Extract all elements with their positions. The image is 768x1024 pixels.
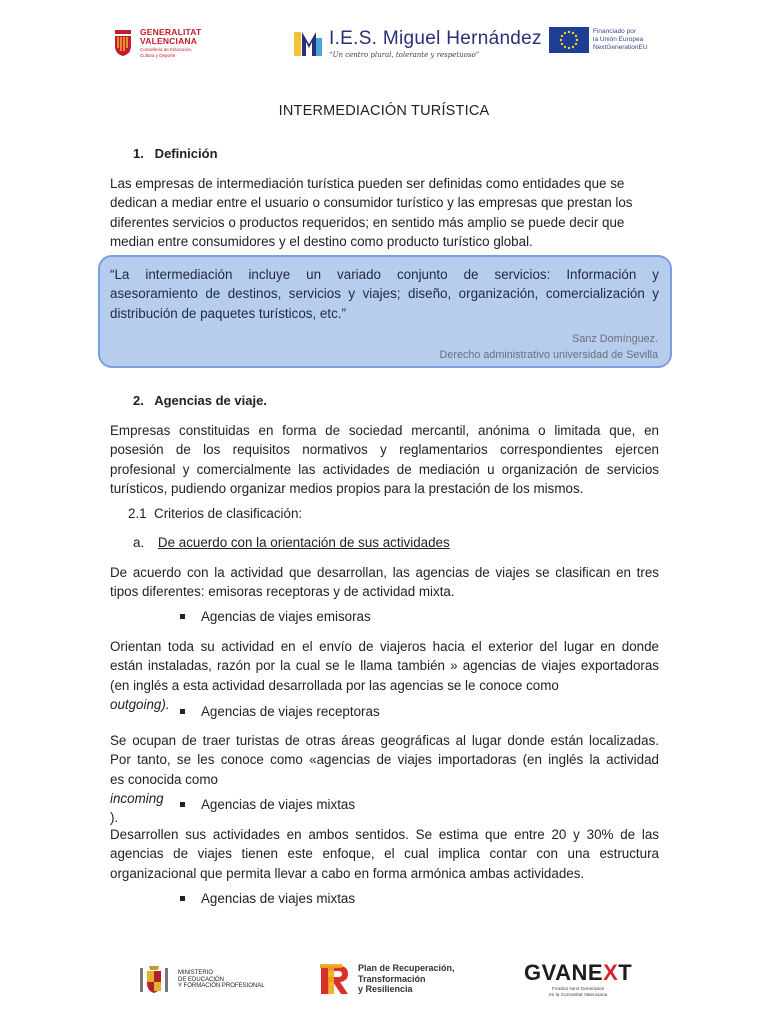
generalitat-line3: Conselleria de Educación, Cultura y Deporte — [140, 47, 193, 58]
ies-logo — [293, 28, 542, 60]
square-bullet-icon — [180, 709, 185, 714]
quote-text — [110, 265, 659, 323]
eu-line3: NextGenerationEU — [593, 44, 648, 52]
bullet-text: Agencias de viajes emisoras — [201, 609, 371, 624]
square-bullet-icon — [180, 802, 185, 807]
gvanext-sub1: Fondos Next Generation — [551, 987, 605, 992]
generalitat-line2: VALENCIANA — [140, 35, 198, 46]
paragraph-line: Se ocupan de traer turistas de otras áreas geográficas al lugar donde están localizadas. — [110, 733, 659, 748]
paragraph-line: dedican a mediar entre el usuario o consumidor turístico y las empresas que prestan los — [110, 195, 633, 211]
subsection-heading: 2.1 Criterios de clasificación: — [128, 506, 303, 521]
bullet-mixtas — [180, 797, 355, 812]
bullet-text: Agencias de viajes receptoras — [201, 704, 380, 719]
ministry-line2: DE EDUCACIÓN — [178, 976, 225, 983]
gvanext-a: GVANE — [524, 960, 604, 985]
paragraph-line: profesional y comercialmente las actividades de mediación u organización de servicios — [110, 461, 659, 477]
gvanext-sub2: en la Comunitat Valenciana — [548, 992, 608, 998]
mixtas-paragraph — [110, 825, 659, 883]
paragraph-line: Empresas constituidas en forma de sociedad mercantil, anónima o limitada que, en — [110, 423, 659, 438]
bullet-text: Agencias de viajes mixtas — [201, 891, 356, 906]
eu-flag-icon — [549, 27, 589, 53]
square-bullet-icon — [180, 614, 185, 619]
paragraph-line: diferentes servicios o productos requeridos; en sentido más amplio se puede decir que — [110, 214, 625, 230]
section2-heading: 2. Agencias de viaje. — [133, 393, 267, 408]
subsection-a-label: a. — [133, 535, 145, 550]
square-bullet-icon — [180, 896, 185, 901]
paragraph-line: están instaladas, razón por la cual se le llama también » agencias de viajes exportadoras — [110, 658, 659, 674]
quote-author — [440, 331, 658, 363]
recovery-plan-logo — [318, 962, 455, 996]
quote-line: asesoramiento de destinos, servicios y viajes; diseño, organización, comercialización y — [110, 286, 659, 302]
paragraph-line: organizacional que permita llevar a cabo en forma armónica ambas actividades. — [110, 865, 585, 881]
section2-paragraph — [110, 421, 659, 498]
ies-title: I.E.S. Miguel Hernández — [329, 28, 542, 49]
generalitat-logo — [112, 28, 201, 58]
gvanext-wordmark — [524, 962, 632, 984]
ministry-line1: MINISTERIO — [178, 969, 214, 976]
spain-coat-of-arms-icon — [136, 962, 172, 998]
page-title: INTERMEDIACIÓN TURÍSTICA — [278, 103, 490, 119]
bullet-emisoras — [180, 609, 371, 624]
ministry-logo — [136, 962, 265, 998]
paragraph-line: Las empresas de intermediación turística pueden ser definidas como entidades que se — [110, 176, 625, 191]
eu-line1: Financiado por — [593, 27, 636, 35]
paragraph-text: (en inglés a esta actividad desarrollada por las agencias se le conoce como — [110, 677, 559, 693]
gvanext-t: T — [618, 960, 633, 985]
paragraph-line: Por tanto, se les conoce como «agencias de viajes importadoras (en inglés la actividad — [110, 752, 659, 768]
ministry-line3: Y FORMACIÓN PROFESIONAL — [178, 983, 265, 990]
paragraph-line: median entre consumidores y el destino como producto turístico global. — [110, 233, 533, 249]
generalitat-line1: GENERALITAT — [140, 27, 202, 38]
paragraph-line: Orientan toda su actividad en el envío de viajeros hacia el exterior del lugar en donde — [110, 639, 659, 654]
paragraph-line: posesión de los requisitos normativos y reglamentarios correspondientes ejercen — [110, 442, 659, 458]
quote-author-source: Derecho administrativo universidad de Sevilla — [439, 349, 658, 361]
paragraph-text: es conocida como — [110, 771, 218, 787]
ies-motto: “Un centro plural, tolerante y respetuoso” — [329, 51, 480, 59]
intro-paragraph — [110, 563, 659, 602]
paragraph-line: De acuerdo con la actividad que desarrollan, las agencias de viajes se clasifican en tres — [110, 565, 659, 580]
generalitat-crest-icon — [112, 28, 134, 58]
paragraph-line: tipos diferentes: emisoras receptoras y de actividad mixta. — [110, 584, 455, 600]
gvanext-x: X — [603, 960, 619, 985]
section1-heading: 1. Definición — [133, 146, 218, 161]
recovery-plan-icon — [318, 962, 350, 996]
quote-author-name: Sanz Domínguez. — [572, 333, 658, 345]
subsection-a — [133, 535, 450, 550]
eu-funding-logo — [549, 27, 648, 53]
section1-paragraph — [110, 174, 659, 251]
paragraph-line: agencias de viajes tienen este enfoque, el cual implica contar con una estructura — [110, 846, 659, 862]
plan-line2: Transformación — [358, 973, 426, 984]
plan-line1: Plan de Recuperación, — [358, 963, 455, 974]
quote-line: distribución de paquetes turísticos, etc.” — [110, 305, 346, 321]
emisoras-paragraph — [110, 637, 659, 714]
italic-term: incoming — [110, 790, 164, 806]
paragraph-line: Desarrollen sus actividades en ambos sentidos. Se estima que entre 20 y 30% de las — [110, 827, 659, 842]
plan-line3: y Resiliencia — [358, 984, 413, 995]
receptoras-paragraph — [110, 731, 659, 827]
gvanext-logo — [524, 962, 632, 999]
paragraph-text-end: ). — [110, 810, 119, 826]
bullet-mixtas-2 — [180, 891, 355, 906]
ies-monogram-icon — [293, 28, 323, 60]
paragraph-line: turísticos, pudiendo organizar medios propios para la prestación de los mismos. — [110, 480, 584, 496]
quote-line: “La intermediación incluye un variado conjunto de servicios: Información y — [110, 267, 659, 282]
bullet-receptoras — [180, 704, 380, 719]
italic-term: outgoing). — [110, 696, 170, 712]
eu-line2: la Unión Europea — [593, 35, 644, 43]
bullet-text: Agencias de viajes mixtas — [201, 797, 356, 812]
subsection-a-text: De acuerdo con la orientación de sus actividades — [157, 535, 450, 550]
